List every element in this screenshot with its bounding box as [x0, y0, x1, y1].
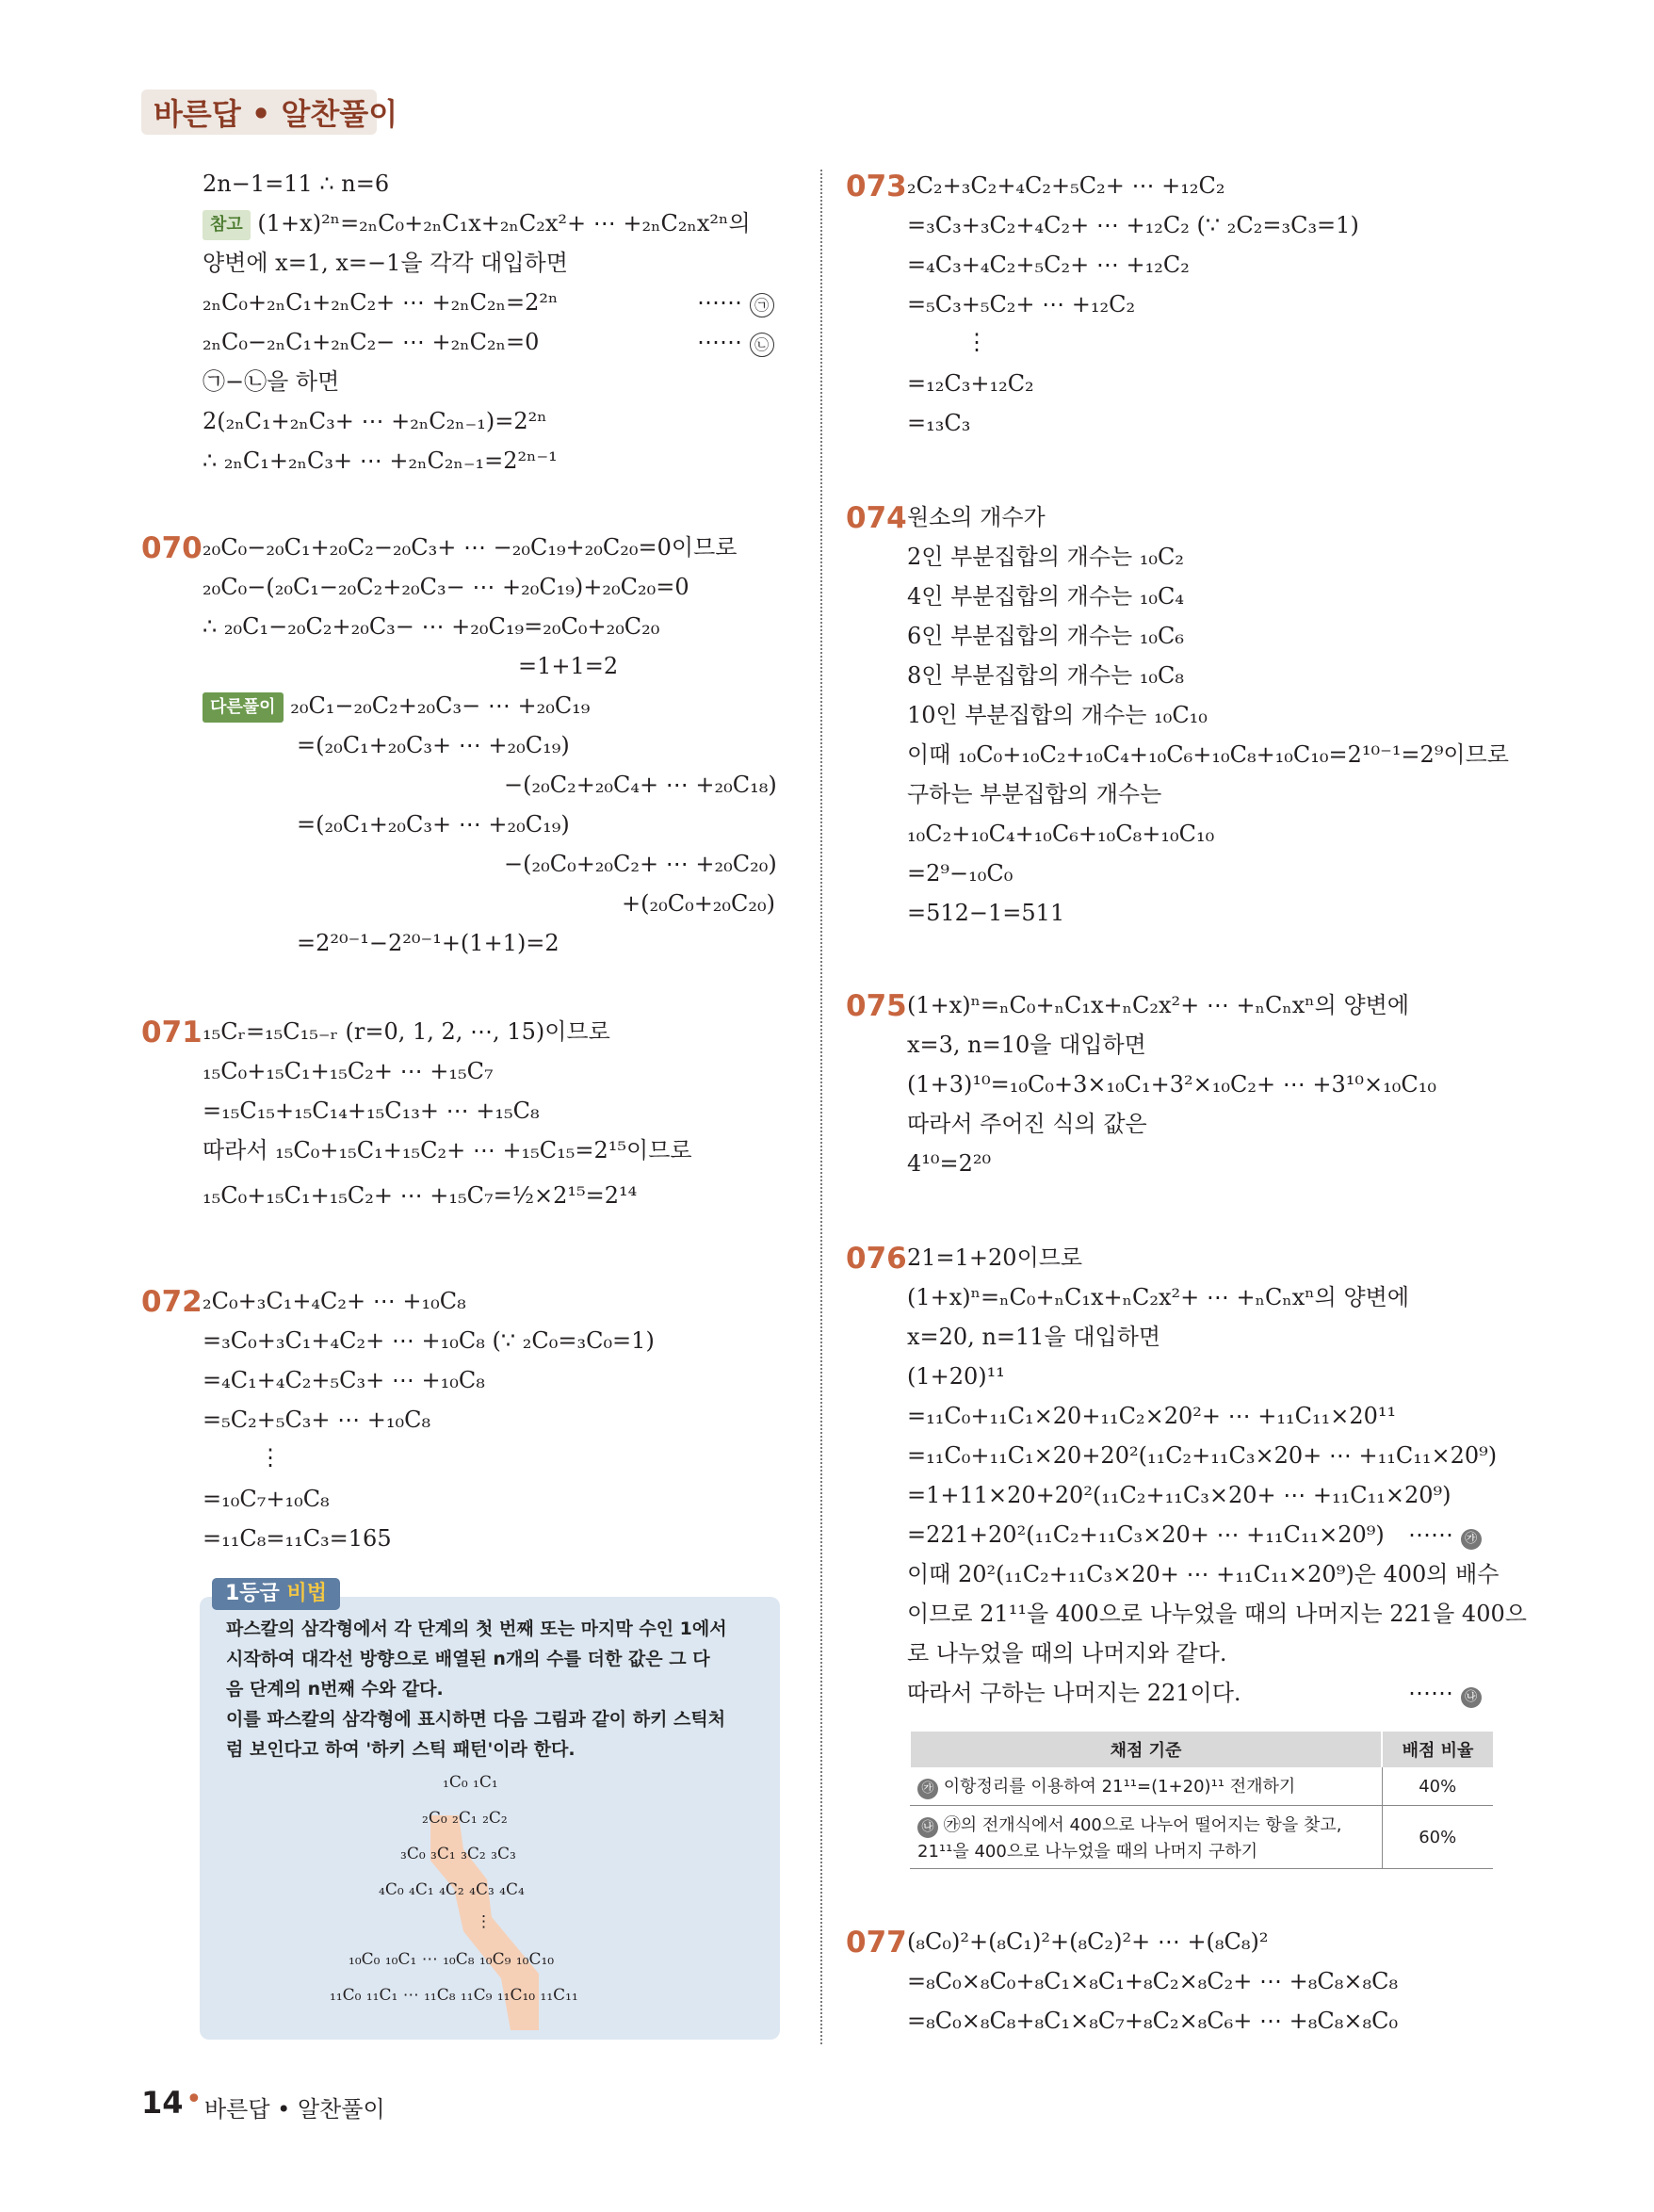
triangle-row: ₃C₀ ₃C₁ ₃C₂ ₃C₃	[400, 1845, 516, 1863]
grading-criteria	[910, 1767, 1382, 1806]
tip-line: 이를 파스칼의 삼각형에 표시하면 다음 그림과 같이 하키 스틱처	[226, 1709, 726, 1730]
math-line: 이때 ₁₀C₀+₁₀C₂+₁₀C₄+₁₀C₆+₁₀C₈+₁₀C₁₀=2¹⁰⁻¹=2⁹이므로	[907, 741, 1509, 768]
dots: ⋯⋯	[697, 289, 742, 316]
tip-line: 시작하여 대각선 방향으로 배열된 n개의 수를 더한 값은 그 다	[226, 1649, 710, 1669]
triangle-row: ⋮	[476, 1912, 492, 1931]
math-line: +(₂₀C₀+₂₀C₂₀)	[622, 890, 776, 917]
math-line: 따라서 구하는 나머지는 221이다.	[907, 1680, 1241, 1706]
tip-title-a: 1등급	[225, 1582, 280, 1605]
math-line: 따라서 ₁₅C₀+₁₅C₁+₁₅C₂+ ⋯ +₁₅C₁₅=2¹⁵이므로	[203, 1137, 692, 1163]
math-line: =₈C₀×₈C₀+₈C₁×₈C₁+₈C₂×₈C₂+ ⋯ +₈C₈×₈C₈	[907, 1968, 1399, 1994]
math-line: =₈C₀×₈C₈+₈C₁×₈C₇+₈C₂×₈C₆+ ⋯ +₈C₈×₈C₀	[907, 2008, 1399, 2034]
dots: ⋯⋯	[1408, 1680, 1453, 1706]
math-line: =₁₃C₃	[907, 410, 971, 436]
math-line: ₁₅C₀+₁₅C₁+₁₅C₂+ ⋯ +₁₅C₇=½×2¹⁵=2¹⁴	[203, 1182, 638, 1209]
math-line: 2(₂ₙC₁+₂ₙC₃+ ⋯ +₂ₙC₂ₙ₋₁)=2²ⁿ	[203, 408, 547, 434]
math-line: =221+20²(₁₁C₂+₁₁C₃×20+ ⋯ +₁₁C₁₁×20⁹)	[907, 1521, 1385, 1548]
score-marker	[1408, 1521, 1482, 1550]
math-line: =₃C₃+₃C₂+₄C₂+ ⋯ +₁₂C₂ (∵ ₂C₂=₃C₃=1)	[907, 212, 1359, 238]
math-line: ₂C₂+₃C₂+₄C₂+₅C₂+ ⋯ +₁₂C₂	[907, 172, 1225, 199]
problem-number-075: 075	[846, 989, 907, 1023]
math-line: ₁₀C₂+₁₀C₄+₁₀C₆+₁₀C₈+₁₀C₁₀	[907, 821, 1215, 847]
math-line: =2⁹−₁₀C₀	[907, 860, 1013, 886]
note-line	[203, 209, 751, 240]
column-divider	[820, 170, 822, 2044]
math-line: ⋮	[259, 1444, 282, 1471]
marker-circle-1: ㉠	[750, 293, 774, 317]
math-line: 2n−1=11 ∴ n=6	[203, 171, 390, 197]
math-line: 4인 부분집합의 개수는 ₁₀C₄	[907, 583, 1185, 610]
math-line: 4¹⁰=2²⁰	[907, 1150, 992, 1177]
math-line: ₂ₙC₀+₂ₙC₁+₂ₙC₂+ ⋯ +₂ₙC₂ₙ=2²ⁿ	[203, 289, 559, 316]
note-tag: 참고	[203, 210, 251, 240]
math-line: =(₂₀C₁+₂₀C₃+ ⋯ +₂₀C₁₉)	[297, 732, 570, 758]
math-line: 6인 부분집합의 개수는 ₁₀C₆	[907, 623, 1185, 649]
math-line: =512−1=511	[907, 900, 1065, 926]
tip-title-b: 비법	[286, 1582, 327, 1605]
math-line: 8인 부분집합의 개수는 ₁₀C₈	[907, 662, 1185, 689]
problem-number-070: 070	[141, 531, 203, 565]
tip-line: 음 단계의 n번째 수와 같다.	[226, 1679, 444, 1700]
math-line: (1+20)¹¹	[907, 1363, 1005, 1390]
tip-line: 파스칼의 삼각형에서 각 단계의 첫 번째 또는 마지막 수인 1에서	[226, 1618, 727, 1639]
math-line: =₅C₂+₅C₃+ ⋯ +₁₀C₈	[203, 1407, 431, 1433]
problem-number-071: 071	[141, 1016, 203, 1049]
equation-marker	[697, 328, 774, 357]
math-line: =₄C₃+₄C₂+₅C₂+ ⋯ +₁₂C₂	[907, 252, 1190, 278]
grading-row	[910, 1806, 1493, 1869]
grading-header-ratio: 배점 비율	[1382, 1732, 1493, 1767]
math-line: (1+x)ⁿ=ₙC₀+ₙC₁x+ₙC₂x²+ ⋯ +ₙCₙxⁿ의 양변에	[907, 1284, 1410, 1310]
triangle-row: ₁₀C₀ ₁₀C₁ ⋯ ₁₀C₈ ₁₀C₉ ₁₀C₁₀	[349, 1950, 555, 1969]
problem-number-077: 077	[846, 1926, 907, 1960]
math-line: ₂₀C₀−₂₀C₁+₂₀C₂−₂₀C₃+ ⋯ −₂₀C₁₉+₂₀C₂₀=0이므로	[203, 534, 738, 561]
marker-circle-2: ㉡	[750, 333, 774, 357]
math-line: ∴ ₂₀C₁−₂₀C₂+₂₀C₃− ⋯ +₂₀C₁₉=₂₀C₀+₂₀C₂₀	[203, 613, 660, 640]
problem-number-076: 076	[846, 1242, 907, 1276]
math-text: (1+x)²ⁿ=₂ₙC₀+₂ₙC₁x+₂ₙC₂x²+ ⋯ +₂ₙC₂ₙx²ⁿ의	[257, 210, 751, 236]
grading-ratio: 40%	[1382, 1767, 1493, 1806]
math-line: ₁₅C₀+₁₅C₁+₁₅C₂+ ⋯ +₁₅C₇	[203, 1058, 494, 1084]
grading-ratio: 60%	[1382, 1806, 1493, 1869]
marker-na: ㉯	[1461, 1687, 1482, 1708]
alt-solution-line	[203, 691, 590, 723]
math-line: ₁₅Cᵣ=₁₅C₁₅₋ᵣ (r=0, 1, 2, ⋯, 15)이므로	[203, 1018, 610, 1045]
grading-text: 이항정리를 이용하여 21¹¹=(1+20)¹¹ 전개하기	[943, 1777, 1296, 1797]
problem-number-072: 072	[141, 1285, 203, 1319]
math-line: x=20, n=11을 대입하면	[907, 1324, 1161, 1350]
marker-ga: ㉮	[1461, 1529, 1482, 1550]
triangle-row: ₁C₀ ₁C₁	[443, 1773, 498, 1792]
tip-line: 럼 보인다고 하여 '하키 스틱 패턴'이라 한다.	[226, 1739, 576, 1760]
math-line: =₃C₀+₃C₁+₄C₂+ ⋯ +₁₀C₈ (∵ ₂C₀=₃C₀=1)	[203, 1327, 655, 1354]
math-line: 21=1+20이므로	[907, 1244, 1083, 1271]
alt-solution-tag: 다른풀이	[203, 692, 284, 723]
grading-row	[910, 1767, 1493, 1806]
math-line: 양변에 x=1, x=−1을 각각 대입하면	[203, 250, 568, 276]
math-line: =₁₁C₀+₁₁C₁×20+20²(₁₁C₂+₁₁C₃×20+ ⋯ +₁₁C₁₁×20⁹)	[907, 1442, 1498, 1469]
math-line: 2인 부분집합의 개수는 ₁₀C₂	[907, 544, 1185, 570]
triangle-row: ₁₁C₀ ₁₁C₁ ⋯ ₁₁C₈ ₁₁C₉ ₁₁C₁₀ ₁₁C₁₁	[330, 1986, 578, 2005]
grading-text: ㉮의 전개식에서 400으로 나누어 떨어지는 항을 찾고, 21¹¹을 400으로 나누었을 때의 나머지 구하기	[917, 1815, 1342, 1862]
math-line: −(₂₀C₂+₂₀C₄+ ⋯ +₂₀C₁₈)	[504, 772, 777, 798]
math-line: =₁₁C₈=₁₁C₃=165	[203, 1525, 392, 1552]
math-line: =₄C₁+₄C₂+₅C₃+ ⋯ +₁₀C₈	[203, 1367, 485, 1393]
math-line: 로 나누었을 때의 나머지와 같다.	[907, 1640, 1227, 1667]
problem-number-074: 074	[846, 501, 907, 535]
math-line: ㉠−㉡을 하면	[203, 368, 340, 395]
grading-mark: ㉮	[917, 1779, 938, 1799]
math-line: =₁₀C₇+₁₀C₈	[203, 1486, 330, 1512]
math-line: x=3, n=10을 대입하면	[907, 1032, 1146, 1058]
grading-table	[909, 1732, 1493, 1869]
math-line: ∴ ₂ₙC₁+₂ₙC₃+ ⋯ +₂ₙC₂ₙ₋₁=2²ⁿ⁻¹	[203, 447, 558, 474]
math-line: 이므로 21¹¹을 400으로 나누었을 때의 나머지는 221을 400으	[907, 1601, 1527, 1627]
math-line: =₅C₃+₅C₂+ ⋯ +₁₂C₂	[907, 291, 1136, 317]
header-title: 바른답 • 알찬풀이	[154, 96, 398, 132]
math-line: 구하는 부분집합의 개수는	[907, 781, 1162, 807]
math-line: ₂C₀+₃C₁+₄C₂+ ⋯ +₁₀C₈	[203, 1288, 466, 1314]
footer-dot: •	[186, 2083, 203, 2116]
math-line: 원소의 개수가	[907, 504, 1046, 530]
grading-criteria	[910, 1806, 1382, 1869]
equation-marker	[697, 288, 774, 317]
dots: ⋯⋯	[1408, 1521, 1453, 1548]
dots: ⋯⋯	[697, 329, 742, 355]
footer-title: 바른답 • 알찬풀이	[204, 2096, 385, 2123]
math-line: −(₂₀C₀+₂₀C₂+ ⋯ +₂₀C₂₀)	[504, 851, 777, 877]
math-line: 따라서 주어진 식의 값은	[907, 1111, 1147, 1137]
grading-mark: ㉯	[917, 1817, 938, 1838]
page-number: 14	[141, 2085, 184, 2121]
math-line: 이때 20²(₁₁C₂+₁₁C₃×20+ ⋯ +₁₁C₁₁×20⁹)은 400의 배수	[907, 1561, 1500, 1587]
math-line: (1+x)ⁿ=ₙC₀+ₙC₁x+ₙC₂x²+ ⋯ +ₙCₙxⁿ의 양변에	[907, 992, 1410, 1018]
score-marker	[1408, 1679, 1482, 1708]
math-line: =₁₁C₀+₁₁C₁×20+₁₁C₂×20²+ ⋯ +₁₁C₁₁×20¹¹	[907, 1403, 1397, 1429]
math-line: ₂₀C₀−(₂₀C₁−₂₀C₂+₂₀C₃− ⋯ +₂₀C₁₉)+₂₀C₂₀=0	[203, 574, 689, 600]
math-text: ₂₀C₁−₂₀C₂+₂₀C₃− ⋯ +₂₀C₁₉	[290, 692, 591, 719]
math-line: ₂ₙC₀−₂ₙC₁+₂ₙC₂− ⋯ +₂ₙC₂ₙ=0	[203, 329, 540, 355]
math-line: ⋮	[965, 329, 988, 355]
math-line: =₁₂C₃+₁₂C₂	[907, 370, 1034, 397]
math-line: 10인 부분집합의 개수는 ₁₀C₁₀	[907, 702, 1208, 728]
math-line: (₈C₀)²+(₈C₁)²+(₈C₂)²+ ⋯ +(₈C₈)²	[907, 1928, 1269, 1955]
math-line: =1+1=2	[518, 653, 619, 679]
math-line: =(₂₀C₁+₂₀C₃+ ⋯ +₂₀C₁₉)	[297, 811, 570, 838]
grading-header-row	[910, 1732, 1493, 1767]
triangle-row: ₄C₀ ₄C₁ ₄C₂ ₄C₃ ₄C₄	[379, 1880, 525, 1899]
math-line: =2²⁰⁻¹−2²⁰⁻¹+(1+1)=2	[297, 930, 559, 956]
math-line: =1+11×20+20²(₁₁C₂+₁₁C₃×20+ ⋯ +₁₁C₁₁×20⁹)	[907, 1482, 1451, 1508]
math-line: =₁₅C₁₅+₁₅C₁₄+₁₅C₁₃+ ⋯ +₁₅C₈	[203, 1098, 540, 1124]
triangle-row: ₂C₀ ₂C₁ ₂C₂	[422, 1809, 508, 1828]
math-line: (1+3)¹⁰=₁₀C₀+3×₁₀C₁+3²×₁₀C₂+ ⋯ +3¹⁰×₁₀C₁₀	[907, 1071, 1436, 1098]
grading-header-criteria: 채점 기준	[910, 1732, 1382, 1767]
problem-number-073: 073	[846, 170, 907, 203]
